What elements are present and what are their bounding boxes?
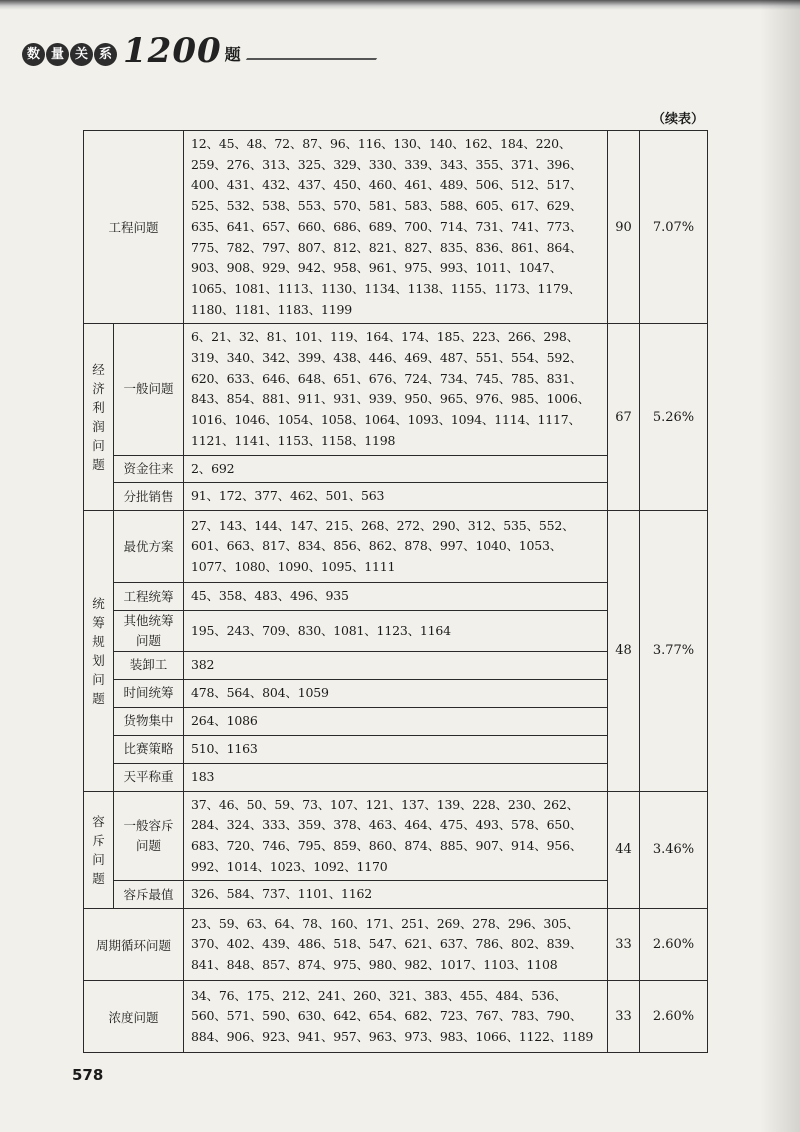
subcategory-cell: 装卸工 (114, 651, 184, 679)
category-cell (84, 324, 114, 511)
question-list: 264、1086 (184, 707, 608, 735)
table-row (84, 791, 708, 881)
page-top-edge (0, 0, 800, 10)
category-label: 统筹规划问题 (92, 595, 105, 706)
question-list: 6、21、32、81、101、119、164、174、185、223、266、298、319、340、342、399、438、446、469、487、551、554、592、620、633、646、648、651、676、724、734、745、785、831、843、854、881、911、931、939、950、965、976、985、1006、1016、1046、1054、1058、1064、1093、1094、1114、1117、1121、1141、1153、1158、1198 (184, 324, 608, 455)
subcategory-cell: 一般问题 (114, 324, 184, 455)
subcategory-cell: 其他统筹问题 (114, 610, 184, 651)
brand-char: 关 (70, 43, 93, 66)
count-cell: 33 (608, 981, 640, 1053)
problem-index-table (83, 130, 708, 1053)
page-number: 578 (72, 1066, 104, 1084)
category-cell: 周期循环问题 (84, 909, 184, 981)
question-list: 37、46、50、59、73、107、121、137、139、228、230、262、284、324、333、359、378、463、464、475、493、578、650、683、720、746、795、859、860、874、885、907、914、956、992、1014、1023、1092、1170 (184, 791, 608, 881)
category-label: 经济利润问题 (92, 362, 105, 473)
subcategory-cell: 最优方案 (114, 511, 184, 583)
brand-number: 1200 (123, 31, 222, 71)
question-list: 23、59、63、64、78、160、171、251、269、278、296、305、370、402、439、486、518、547、621、637、786、802、839、841、848、857、874、975、980、982、1017、1103、1108 (184, 909, 608, 981)
percent-cell: 2.60% (640, 981, 708, 1053)
brand-bubbles (22, 43, 117, 66)
category-cell: 浓度问题 (84, 981, 184, 1053)
question-list: 34、76、175、212、241、260、321、383、455、484、536、560、571、590、630、642、654、682、723、767、783、790、884、906、923、941、957、963、973、983、1066、1122、1189 (184, 981, 608, 1053)
percent-cell: 7.07% (640, 131, 708, 324)
category-cell: 工程问题 (84, 131, 184, 324)
table-row (84, 131, 708, 324)
count-cell: 90 (608, 131, 640, 324)
header-rule (246, 48, 384, 60)
subcategory-cell: 分批销售 (114, 483, 184, 511)
question-list: 382 (184, 651, 608, 679)
question-list: 510、1163 (184, 735, 608, 763)
category-cell (84, 791, 114, 909)
percent-cell: 3.77% (640, 511, 708, 791)
question-list: 183 (184, 763, 608, 791)
category-label: 容斥问题 (92, 813, 105, 886)
question-list: 478、564、804、1059 (184, 679, 608, 707)
table-row (84, 324, 708, 455)
brand-char: 数 (22, 43, 45, 66)
percent-cell: 5.26% (640, 324, 708, 511)
table-row (84, 511, 708, 583)
brand-suffix: 题 (224, 45, 241, 64)
subcategory-cell: 一般容斥问题 (114, 791, 184, 881)
page-gutter-shadow (760, 0, 800, 1132)
continued-label: （续表） (651, 112, 704, 127)
book-header (22, 26, 241, 70)
question-list: 195、243、709、830、1081、1123、1164 (184, 610, 608, 651)
percent-cell: 3.46% (640, 791, 708, 909)
subcategory-cell: 工程统筹 (114, 583, 184, 611)
subcategory-cell: 比赛策略 (114, 735, 184, 763)
count-cell: 33 (608, 909, 640, 981)
brand-char: 系 (94, 43, 117, 66)
question-list: 326、584、737、1101、1162 (184, 881, 608, 909)
table-row (84, 909, 708, 981)
subcategory-cell: 货物集中 (114, 707, 184, 735)
question-list: 45、358、483、496、935 (184, 583, 608, 611)
count-cell: 67 (608, 324, 640, 511)
count-cell: 44 (608, 791, 640, 909)
category-cell (84, 511, 114, 791)
subcategory-cell: 时间统筹 (114, 679, 184, 707)
percent-cell: 2.60% (640, 909, 708, 981)
question-list: 2、692 (184, 455, 608, 483)
subcategory-cell: 容斥最值 (114, 881, 184, 909)
table-row (84, 981, 708, 1053)
question-list: 27、143、144、147、215、268、272、290、312、535、552、601、663、817、834、856、862、878、997、1040、1053、1077、1080、1090、1095、1111 (184, 511, 608, 583)
question-list: 12、45、48、72、87、96、116、130、140、162、184、220、259、276、313、325、329、330、339、343、355、371、396、400、431、432、437、450、460、461、489、506、512、517、525、532、538、553、570、581、583、588、605、617、629、635、641、657、660、686、689、700、714、731、741、773、775、782、797、807、812、821、827、835、836、861、864、903、908、929、942、958、961、975、993、1011、1047、1065、1081、1113、1130、1134、1138、1155、1173、1179、1180、1181、1183、1199 (184, 131, 608, 324)
subcategory-cell: 资金往来 (114, 455, 184, 483)
brand-char: 量 (46, 43, 69, 66)
count-cell: 48 (608, 511, 640, 791)
subcategory-cell: 天平称重 (114, 763, 184, 791)
question-list: 91、172、377、462、501、563 (184, 483, 608, 511)
